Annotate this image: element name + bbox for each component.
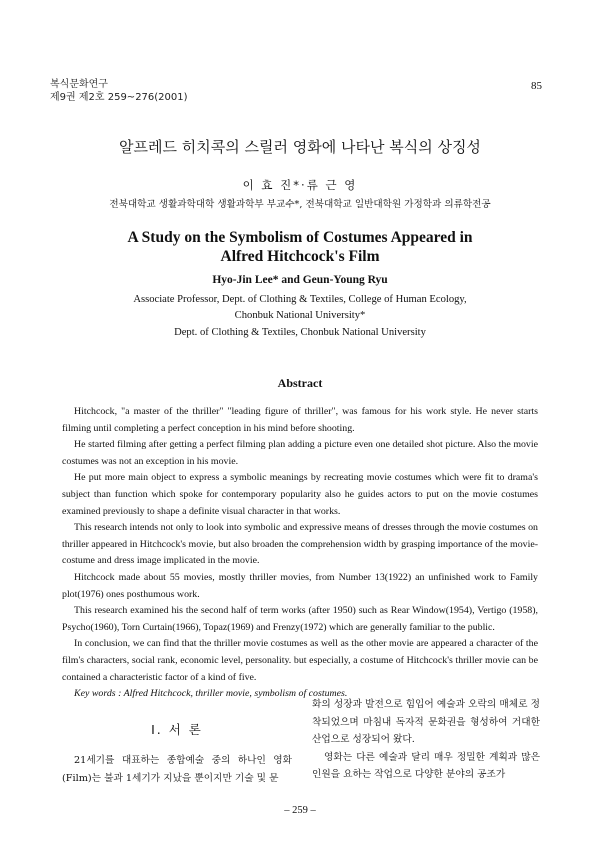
affiliation-english — [0, 292, 600, 341]
title-english — [0, 228, 600, 266]
abstract-paragraph: He put more main object to express a symbolic meanings by recreating movie costumes which were fit to drama's subject than function which spoke for contemporary popularity also he guides actors to put on the movie costumes examined previously to shape a definite visual character in that works. — [62, 472, 538, 517]
abstract-paragraph: He started filming after getting a perfect filming plan adding a picture even one detailed shot picture. Also the movie costumes was not an exception in his movie. — [62, 439, 538, 467]
authors-korean: 이 효 진*·류 근 영 — [242, 178, 358, 192]
page-number-top: 85 — [531, 80, 542, 92]
body-paragraph: 화의 성장과 발전으로 힘입어 예술과 오락의 매체로 정착되었으며 마침내 독자적 문화권을 형성하여 거대한 산업으로 성장되어 왔다. — [312, 699, 540, 745]
journal-volume: 제9권 제2호 259~276(2001) — [50, 92, 188, 103]
body-paragraph: 영화는 다른 예술과 달리 매우 정밀한 계획과 많은 인원을 요하는 작업으로 다양한 분야의 공조가 — [312, 751, 540, 780]
affiliation-line: Chonbuk National University* — [234, 310, 366, 322]
journal-header — [50, 78, 188, 104]
page-number-bottom: – 259 – — [284, 805, 316, 816]
abstract-paragraph: Hitchcock, "a master of the thriller" "leading figure of thriller", was famous for his work style. He never starts filming until completing a perfect conception in his mind before shooting. — [62, 406, 538, 434]
keywords: Key words : Alfred Hitchcock, thriller movie, symbolism of costumes. — [74, 688, 348, 700]
abstract-heading: Abstract — [277, 376, 323, 390]
affiliation-korean: 전북대학교 생활과학대학 생활과학부 부교수*, 전북대학교 일반대학원 가정학과 의류학전공 — [109, 199, 491, 210]
title-english-line: Alfred Hitchcock's Film — [220, 248, 380, 265]
section-heading-introduction: I. 서 론 — [151, 722, 203, 737]
journal-name: 복식문화연구 — [50, 79, 108, 90]
title-english-line: A Study on the Symbolism of Costumes Appeared in — [127, 229, 473, 246]
left-column — [62, 696, 292, 787]
affiliation-line: Dept. of Clothing & Textiles, Chonbuk National University — [174, 326, 426, 338]
abstract-paragraph: This research intends not only to look into symbolic and expressive means of dresses through the movie costumes on thriller appeared in Hitchcock's movie, but also broaden the comprehension width by grasping importance of the movie-costume and dress image implicated in the movie. — [62, 522, 538, 567]
right-column — [312, 696, 540, 784]
authors-english: Hyo-Jin Lee* and Geun-Young Ryu — [212, 274, 388, 286]
title-korean: 알프레드 히치콕의 스릴러 영화에 나타난 복식의 상징성 — [119, 138, 481, 156]
abstract-paragraph: Hitchcock made about 55 movies, mostly thriller movies, from Number 13(1922) an unfinished work to Family plot(1976) ones posthumous work. — [62, 571, 538, 600]
abstract-paragraph: This research examined his the second half of term works (after 1950) such as Rear Window(1954), Vertigo (1958), Psycho(1960), Torn Curtain(1966), Topaz(1969) and Frenzy(1972) which are generally familiar to the public. — [62, 605, 538, 633]
body-paragraph: 21세기를 대표하는 종합예술 중의 하나인 영화(Film)는 불과 1세기가 지났을 뿐이지만 기술 및 문 — [62, 755, 292, 784]
abstract-paragraph: In conclusion, we can find that the thriller movie costumes as well as the other movie are appeared a character of the film's characters, social rank, economic level, personality. but especially, a costume of Hitchcock's thriller movie can be contained a characteristic factor of a kind of five. — [62, 638, 538, 683]
abstract-body — [62, 404, 538, 703]
affiliation-line: Associate Professor, Dept. of Clothing & Textiles, College of Human Ecology, — [133, 294, 467, 305]
